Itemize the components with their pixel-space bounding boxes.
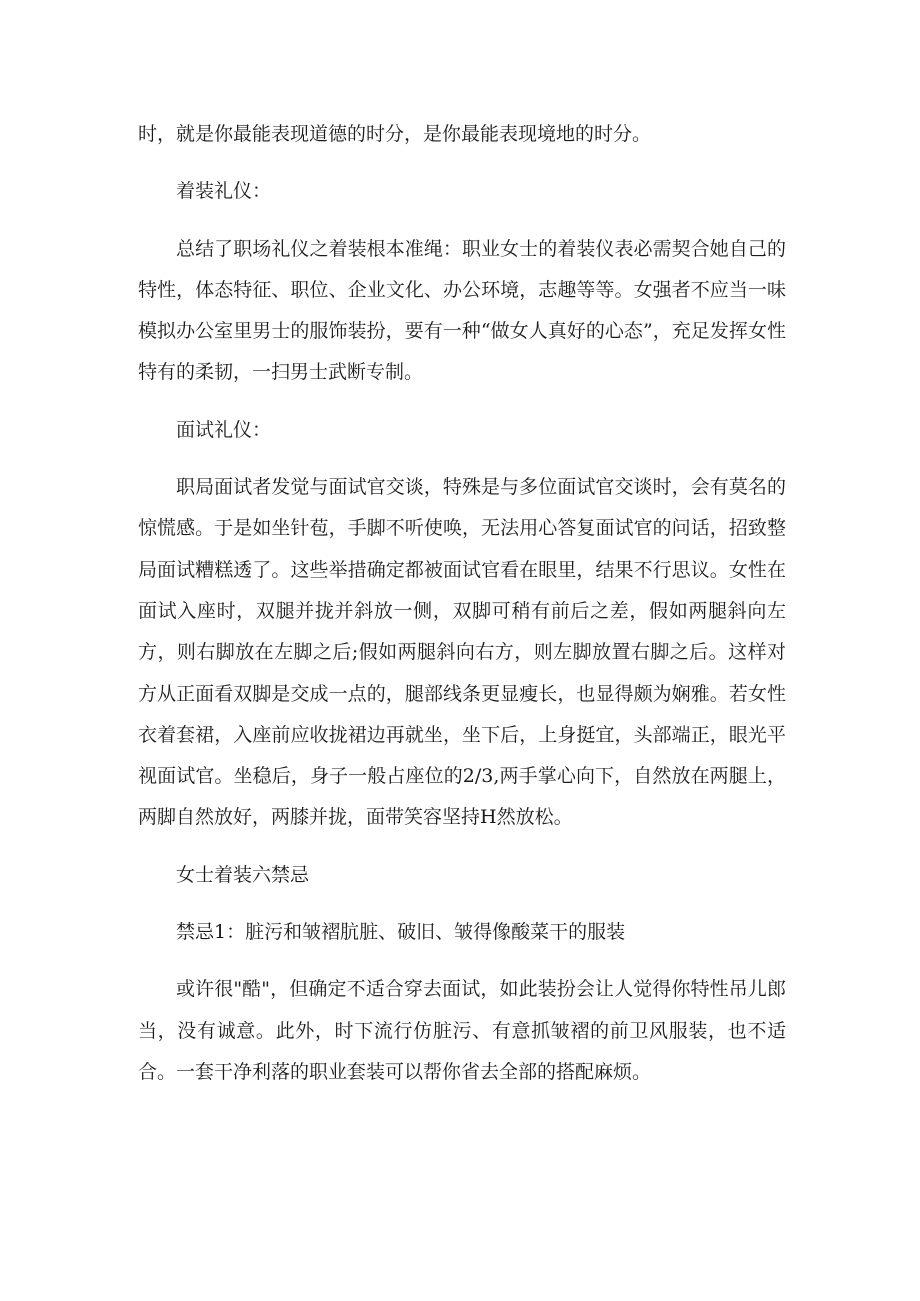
paragraph-interview-details: 职局面试者发觉与面试官交谈，特殊是与多位面试官交谈时，会有莫名的惊慌感。于是如坐针苞，手脚不听使唤，无法用心答复面试官的问话，招致整局面试糟糕透了。这些举措确定都被面试官看在眼里，结果不行思议。女性在面试入座时，双腿并拢并斜放一侧，双脚可稍有前后之差，假如两腿斜向左方，则右脚放在左脚之后;假如两腿斜向右方，则左脚放置右脚之后。这样对方从正面看双脚是交成一点的，腿部线条更显瘦长，也显得颇为娴雅。若女性衣着套裙，入座前应收拢裙边再就坐，坐下后，上身挺宜，头部端正，眼光平视面试官。坐稳后，身子一般占座位的2/3,两手掌心向下，自然放在两腿上，两脚自然放好，两膝并拢，面带笑容坚持H然放松。 xyxy=(138,476,786,829)
heading-dress-etiquette: 着装礼仪： xyxy=(176,180,272,203)
paragraph-taboo-1-details: 或许很"酷"，但确定不适合穿去面试，如此装扮会让人觉得你特性吊儿郎当，没有诚意。此外，时下流行仿脏污、有意抓皱褶的前卫风服装，也不适合。一套干净利落的职业套装可以帮你省去全部的搭配麻烦。 xyxy=(138,978,786,1083)
heading-interview-etiquette: 面试礼仪： xyxy=(176,418,272,441)
paragraph-continuation: 时，就是你最能表现道德的时分，是你最能表现境地的时分。 xyxy=(138,123,652,145)
heading-six-taboos: 女士着装六禁忌 xyxy=(176,863,310,886)
document-body xyxy=(138,114,786,1093)
paragraph-dress-principles: 总结了职场礼仪之着装根本准绳：职业女士的着装仪表必需契合她自己的特性，体态特征、职位、企业文化、办公环境，志趣等等。女强者不应当一味模拟办公室里男士的服饰装扮，要有一种“做女人真好的心态”，充足发挥女性特有的柔韧，一扫男士武断专制。 xyxy=(138,237,786,384)
heading-taboo-1: 禁忌1：脏污和皱褶肮脏、破旧、皱得像酸菜干的服装 xyxy=(176,921,626,944)
